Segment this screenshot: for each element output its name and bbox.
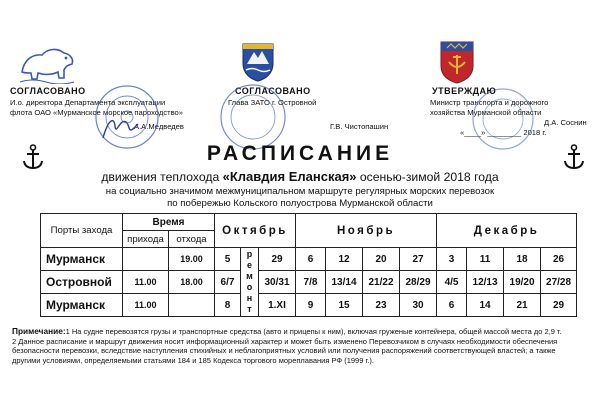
ship-name: «Клавдия Еланская» xyxy=(222,169,357,184)
date-cell: 12/13 xyxy=(467,271,504,294)
ostrovnoy-coat-of-arms xyxy=(240,42,276,82)
month-november: Ноябрь xyxy=(296,214,437,248)
date-cell: 15 xyxy=(326,294,363,317)
date-cell: 21/22 xyxy=(363,271,400,294)
approval-left-signatory: А.А.Медведев xyxy=(134,122,184,131)
date-cell: 19/20 xyxy=(504,271,541,294)
repair-letters xyxy=(241,249,258,315)
arrival-time xyxy=(123,248,169,271)
notes-line-3: безопасности перевозки, вследствие наступления стихийных и неблагоприятных условий или получения распоряжений соответствующей властей; а также xyxy=(12,346,556,356)
date-cell: 27 xyxy=(400,248,437,271)
approval-center-signatory: Г.В. Чистопашин xyxy=(330,122,389,131)
approval-right-signatory: Д.А. Соснин xyxy=(544,118,587,127)
notes-line-4: другими условиями, определяемыми статьями 184 и 185 Кодекса торгового мореплавания РФ (1999 г.). xyxy=(12,355,374,365)
date-cell: 20 xyxy=(363,248,400,271)
repair-letter: н xyxy=(246,293,253,303)
date-cell: 6 xyxy=(296,248,326,271)
header-ports: Порты захода xyxy=(41,214,123,248)
date-cell: 23 xyxy=(363,294,400,317)
date-cell: 9 xyxy=(296,294,326,317)
header-time: Время xyxy=(123,214,215,231)
repair-label xyxy=(241,248,259,317)
date-cell: 8 xyxy=(215,294,241,317)
date-cell: 29 xyxy=(541,294,577,317)
port-name: Островной xyxy=(41,271,123,294)
bear-emblem xyxy=(18,42,76,84)
repair-letter: о xyxy=(246,282,253,292)
table-row xyxy=(41,294,577,317)
date-cell: 7/8 xyxy=(296,271,326,294)
date-cell: 29 xyxy=(259,248,296,271)
date-cell: 28/29 xyxy=(400,271,437,294)
notes xyxy=(12,327,596,365)
subtitle-prefix: движения теплохода xyxy=(101,170,220,184)
date-cell: 5 xyxy=(215,248,241,271)
date-cell: 1.XI xyxy=(259,294,296,317)
repair-letter: е xyxy=(246,260,252,270)
header-departure: отхода xyxy=(169,231,215,248)
document-title: РАСПИСАНИЕ xyxy=(206,142,394,165)
date-cell: 13/14 xyxy=(326,271,363,294)
approval-center-line-1: Глава ЗАТО г. Островной xyxy=(228,98,317,107)
date-cell: 6 xyxy=(437,294,467,317)
date-cell: 30/31 xyxy=(259,271,296,294)
table-row xyxy=(41,248,577,271)
route-region: по побережью Кольского полуострова Мурманской области xyxy=(167,198,433,209)
repair-letter: т xyxy=(247,304,252,314)
port-name: Мурманск xyxy=(41,248,123,271)
subtitle-suffix: осенью-зимой 2018 года xyxy=(359,170,499,184)
departure-time: 19.00 xyxy=(169,248,215,271)
notes-label: Примечание: xyxy=(12,326,66,336)
date-cell: 27/28 xyxy=(541,271,577,294)
date-cell: 21 xyxy=(504,294,541,317)
month-october: Октябрь xyxy=(215,214,296,248)
date-cell: 14 xyxy=(467,294,504,317)
schedule-table xyxy=(40,213,577,317)
signature xyxy=(100,112,140,142)
notes-text-1: 1 На судне перевозятся грузы и транспортные средства (авто и прицепы к ним), включая груженые контейнера, общей массой места до 2,9 т. xyxy=(65,327,562,336)
approval-right-line-2: хозяйства Мурманской области xyxy=(430,108,542,117)
repair-letter: р xyxy=(246,249,253,259)
table-row xyxy=(41,271,577,294)
approval-right-line-1: Министр транспорта и дорожного xyxy=(430,98,549,107)
arrival-time: 11.00 xyxy=(123,294,169,317)
arrival-time: 11.00 xyxy=(123,271,169,294)
date-cell: 11 xyxy=(467,248,504,271)
approval-left-line-1: И.о. директора Департамента эксплуатации xyxy=(10,98,166,107)
approval-right-date: «____» ________ 2018 г. xyxy=(460,128,547,137)
document-subtitle xyxy=(0,169,600,184)
route-description: на социально значимом межмуниципальном маршруте регулярных морских перевозок xyxy=(105,186,495,197)
approval-left-line-2: флота ОАО «Мурманское морское пароходство» xyxy=(10,108,183,117)
date-cell: 3 xyxy=(437,248,467,271)
notes-line-1 xyxy=(12,327,596,337)
date-cell: 18 xyxy=(504,248,541,271)
repair-letter: м xyxy=(246,271,253,281)
date-cell: 6/7 xyxy=(215,271,241,294)
header-arrival: прихода xyxy=(123,231,169,248)
departure-time: 18.00 xyxy=(169,271,215,294)
port-name: Мурманск xyxy=(41,294,123,317)
date-cell: 30 xyxy=(400,294,437,317)
approval-center-title: СОГЛАСОВАНО xyxy=(235,86,311,96)
date-cell: 12 xyxy=(326,248,363,271)
month-december: Декабрь xyxy=(437,214,577,248)
approval-right-title: УТВЕРЖДАЮ xyxy=(432,86,497,96)
date-cell: 4/5 xyxy=(437,271,467,294)
date-cell: 26 xyxy=(541,248,577,271)
murmansk-region-coat-of-arms xyxy=(439,40,475,84)
notes-line-2: 2 Данное расписание и маршрут движения носит информационный характер и может быть изменено Перевозчиком в случаях необходимости обеспечения xyxy=(12,336,558,346)
departure-time xyxy=(169,294,215,317)
approval-left-title: СОГЛАСОВАНО xyxy=(10,86,86,96)
